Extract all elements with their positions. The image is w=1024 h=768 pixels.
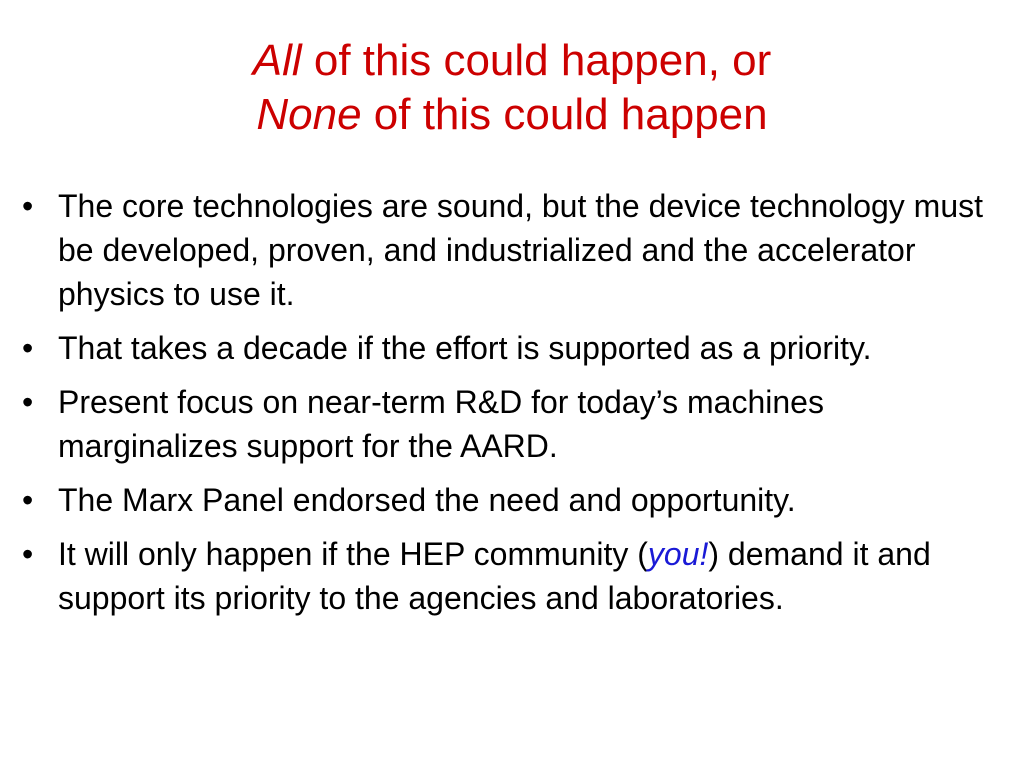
slide-title — [0, 34, 1024, 142]
title-line-2-text: of this could happen — [361, 90, 768, 139]
title-emphasis-all: All — [252, 36, 302, 85]
bullet-icon: • — [22, 330, 34, 366]
bullet-item — [18, 380, 1008, 468]
bullet-item — [18, 532, 1008, 620]
bullet-icon: • — [22, 188, 34, 224]
title-emphasis-none: None — [256, 90, 362, 139]
bullet-list — [18, 184, 1008, 630]
bullet-text-before: It will only happen if the HEP community ( — [58, 536, 648, 572]
title-line-2 — [0, 88, 1024, 142]
bullet-text: Present focus on near-term R&D for today’s machines marginalizes support for the AARD. — [58, 384, 824, 464]
title-line-1-text: of this could happen, or — [301, 36, 772, 85]
bullet-text-after: ) demand it and support its priority to the agencies and laboratories. — [58, 536, 931, 616]
bullet-text: The core technologies are sound, but the device technology must be developed, proven, and industrialized and the accelerator physics to use it. — [58, 188, 984, 312]
bullet-item — [18, 326, 1008, 370]
bullet-text: The Marx Panel endorsed the need and opportunity. — [58, 482, 796, 518]
bullet-emphasis-you: you! — [647, 536, 709, 572]
bullet-icon: • — [22, 384, 34, 420]
bullet-icon: • — [22, 482, 34, 518]
bullet-text: That takes a decade if the effort is supported as a priority. — [58, 330, 872, 366]
bullet-item — [18, 478, 1008, 522]
title-line-1 — [0, 34, 1024, 88]
bullet-item — [18, 184, 1008, 316]
bullet-icon: • — [22, 536, 34, 572]
